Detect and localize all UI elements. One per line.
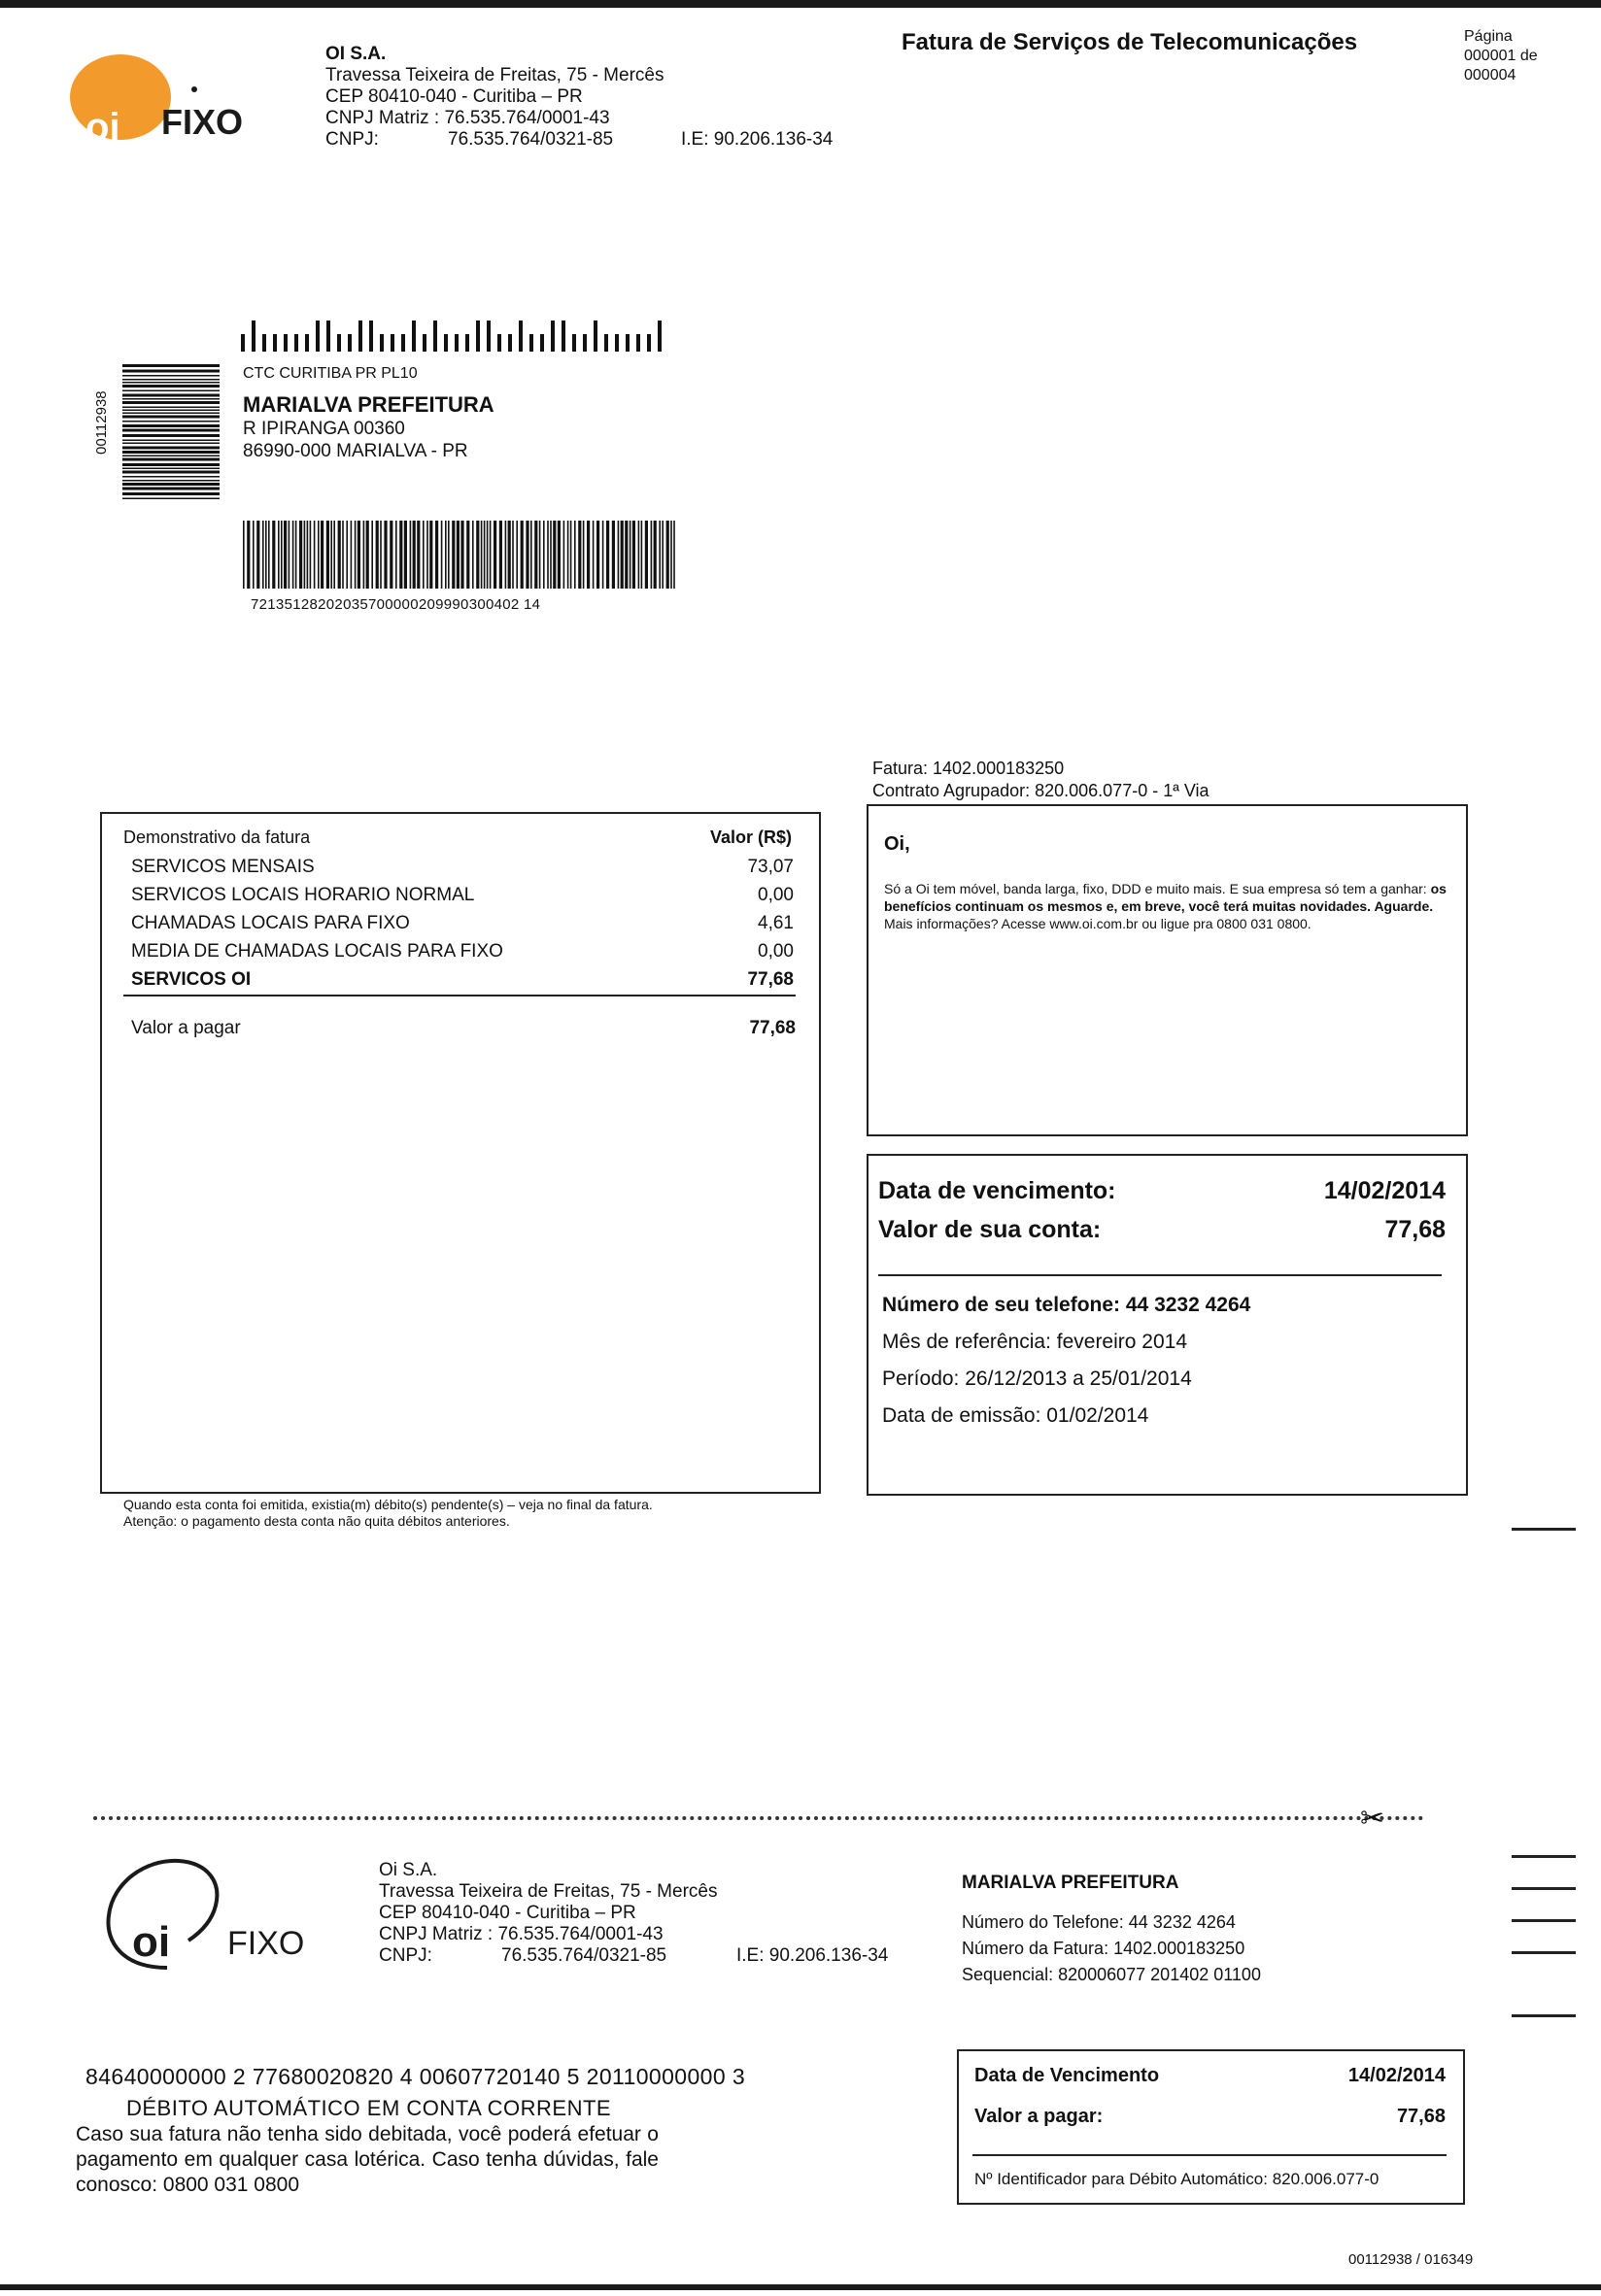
message-highlight: os benefícios continuam os mesmos e, em breve, você terá muitas novidades. Aguarde. bbox=[884, 881, 1447, 914]
billing-period: Período: 26/12/2013 a 25/01/2014 bbox=[882, 1367, 1192, 1390]
total-label: Valor a pagar bbox=[131, 1018, 241, 1038]
account-info bbox=[882, 1287, 1250, 1435]
digitable-line: 84640000000 2 77680020820 4 00607720140 5 20110000000 3 bbox=[85, 2064, 746, 2089]
cnpj-label: CNPJ: bbox=[379, 1945, 432, 1966]
vertical-code: 00112938 bbox=[93, 390, 110, 455]
scissors-icon: ✂ bbox=[1360, 1803, 1385, 1835]
contract-number: Contrato Agrupador: 820.006.077-0 - 1ª Via bbox=[872, 781, 1209, 800]
row-value: 4,61 bbox=[758, 912, 794, 933]
row-value: 0,00 bbox=[758, 940, 794, 962]
due-divider bbox=[878, 1274, 1442, 1276]
row-label: SERVICOS MENSAIS bbox=[131, 856, 315, 877]
statement-title: Demonstrativo da fatura bbox=[123, 827, 311, 847]
ie-value: I.E: 90.206.136-34 bbox=[681, 129, 834, 150]
stub-divider bbox=[972, 2154, 1447, 2156]
statement-row bbox=[131, 881, 796, 909]
oi-fixo-logo-outline bbox=[99, 1853, 332, 1979]
message-text: Só a Oi tem móvel, banda larga, fixo, DDD e muito mais. E sua empresa só tem a ganhar: bbox=[884, 881, 1431, 896]
company-name: OI S.A. bbox=[325, 44, 387, 64]
page-label: Página bbox=[1464, 28, 1513, 45]
top-border bbox=[0, 0, 1601, 8]
margin-mark bbox=[1512, 1951, 1576, 1954]
value-header: Valor (R$) bbox=[709, 827, 792, 847]
page-value: 000001 de bbox=[1464, 48, 1538, 64]
note-pending: Quando esta conta foi emitida, existia(m) débito(s) pendente(s) – veja no final da fatura. bbox=[123, 1497, 653, 1512]
reference-month: Mês de referência: fevereiro 2014 bbox=[882, 1331, 1188, 1353]
phone-number: Número de seu telefone: 44 3232 4264 bbox=[882, 1294, 1251, 1316]
message-greeting: Oi, bbox=[884, 833, 910, 855]
page-total: 000004 bbox=[1464, 67, 1516, 84]
message-box bbox=[867, 804, 1468, 1136]
company-cnpj-row bbox=[325, 129, 833, 151]
invoice-reference bbox=[872, 758, 1209, 802]
company-address: Travessa Teixeira de Freitas, 75 - Mercês bbox=[325, 65, 664, 85]
amount-row bbox=[878, 1216, 1446, 1244]
recipient-name: MARIALVA PREFEITURA bbox=[243, 392, 494, 417]
svg-text:FIXO: FIXO bbox=[161, 102, 244, 142]
svg-text:oi: oi bbox=[85, 106, 120, 149]
company-cnpj-matriz: CNPJ Matriz : 76.535.764/0001-43 bbox=[325, 108, 610, 128]
cnpj-value: 76.535.764/0321-85 bbox=[501, 1945, 667, 1966]
company-cep: CEP 80410-040 - Curitiba – PR bbox=[325, 86, 583, 107]
total-value: 77,68 bbox=[749, 1018, 796, 1038]
oi-fixo-logo bbox=[64, 51, 258, 157]
statement-row bbox=[131, 937, 796, 965]
stub-customer: MARIALVA PREFEITURA bbox=[962, 1873, 1179, 1893]
svg-text:oi: oi bbox=[132, 1918, 171, 1966]
svg-text:FIXO: FIXO bbox=[227, 1925, 305, 1962]
statement-row bbox=[131, 909, 796, 937]
statement-row bbox=[131, 965, 796, 994]
margin-mark bbox=[1512, 1528, 1576, 1531]
row-value: 77,68 bbox=[747, 968, 794, 990]
company-address: Travessa Teixeira de Freitas, 75 - Mercês bbox=[379, 1881, 718, 1902]
margin-mark bbox=[1512, 2014, 1576, 2017]
stub-pay-label: Valor a pagar: bbox=[974, 2106, 1104, 2127]
statement-notes bbox=[123, 1497, 653, 1530]
statement-row bbox=[131, 853, 796, 881]
row-label: MEDIA DE CHAMADAS LOCAIS PARA FIXO bbox=[131, 940, 503, 962]
statement-header bbox=[123, 827, 796, 848]
note-attention: Atenção: o pagamento desta conta não quita débitos anteriores. bbox=[123, 1513, 510, 1529]
margin-mark bbox=[1512, 1887, 1576, 1890]
company-info bbox=[325, 44, 833, 151]
control-number: 00112938 / 016349 bbox=[1348, 2251, 1474, 2268]
company-cnpj-row bbox=[379, 1945, 888, 1967]
message-body bbox=[884, 880, 1449, 932]
amount-value: 77,68 bbox=[1384, 1216, 1446, 1243]
stub-due-label: Data de Vencimento bbox=[974, 2065, 1160, 2086]
address-barcode bbox=[243, 521, 678, 589]
debit-text: Caso sua fatura não tenha sido debitada, você poderá efetuar o pagamento em qualquer casa lotérica. Caso tenha dúvidas, fale conosco: 0800 031 0800 bbox=[76, 2123, 659, 2196]
stub-customer-info bbox=[962, 1870, 1261, 1988]
company-cnpj-matriz: CNPJ Matriz : 76.535.764/0001-43 bbox=[379, 1924, 664, 1944]
due-date-value: 14/02/2014 bbox=[1323, 1177, 1446, 1204]
row-value: 73,07 bbox=[747, 856, 794, 877]
margin-mark bbox=[1512, 1855, 1576, 1858]
message-contact: Mais informações? Acesse www.oi.com.br ou ligue pra 0800 031 0800. bbox=[884, 916, 1311, 931]
bottom-border bbox=[0, 2284, 1601, 2290]
recipient-address bbox=[243, 365, 494, 462]
company-name: Oi S.A. bbox=[379, 1860, 438, 1880]
statement-divider bbox=[123, 995, 796, 996]
cnpj-label: CNPJ: bbox=[325, 129, 379, 150]
stub-pay-row bbox=[974, 2106, 1446, 2128]
stub-sequence: Sequencial: 820006077 201402 01100 bbox=[962, 1965, 1261, 1984]
total-row bbox=[131, 1018, 796, 1039]
row-label: CHAMADAS LOCAIS PARA FIXO bbox=[131, 912, 410, 933]
statement-rows bbox=[131, 853, 796, 994]
row-label: SERVICOS OI bbox=[131, 968, 252, 990]
barcode-number: 72135128202035700000209990300402 14 bbox=[251, 596, 541, 613]
recipient-street: R IPIRANGA 00360 bbox=[243, 419, 405, 439]
stub-invoice: Número da Fatura: 1402.000183250 bbox=[962, 1939, 1245, 1958]
invoice-number: Fatura: 1402.000183250 bbox=[872, 759, 1065, 778]
due-date-row bbox=[878, 1177, 1446, 1205]
page-info bbox=[1464, 27, 1538, 85]
due-date-label: Data de vencimento: bbox=[878, 1177, 1116, 1204]
stub-pay-value: 77,68 bbox=[1396, 2106, 1446, 2127]
stub-due-value: 14/02/2014 bbox=[1347, 2065, 1446, 2086]
document-title: Fatura de Serviços de Telecomunicações bbox=[902, 29, 1358, 55]
company-cep: CEP 80410-040 - Curitiba – PR bbox=[379, 1903, 636, 1923]
ie-value: I.E: 90.206.136-34 bbox=[736, 1945, 889, 1966]
row-value: 0,00 bbox=[758, 884, 794, 905]
row-label: SERVICOS LOCAIS HORARIO NORMAL bbox=[131, 884, 475, 905]
margin-mark bbox=[1512, 1919, 1576, 1922]
issue-date: Data de emissão: 01/02/2014 bbox=[882, 1404, 1149, 1427]
stub-due-row bbox=[974, 2065, 1446, 2087]
route-code: CTC CURITIBA PR PL10 bbox=[243, 365, 418, 382]
postal-barcode bbox=[241, 321, 668, 352]
recipient-city: 86990-000 MARIALVA - PR bbox=[243, 441, 468, 461]
company-info-stub bbox=[379, 1860, 888, 1967]
vertical-barcode bbox=[122, 364, 220, 502]
cnpj-value: 76.535.764/0321-85 bbox=[448, 129, 614, 150]
debit-title: DÉBITO AUTOMÁTICO EM CONTA CORRENTE bbox=[126, 2096, 612, 2120]
cut-line bbox=[93, 1816, 1424, 1820]
stub-phone: Número do Telefone: 44 3232 4264 bbox=[962, 1912, 1236, 1932]
debit-identifier: Nº Identificador para Débito Automático: 820.006.077-0 bbox=[974, 2170, 1380, 2188]
amount-label: Valor de sua conta: bbox=[878, 1216, 1102, 1243]
